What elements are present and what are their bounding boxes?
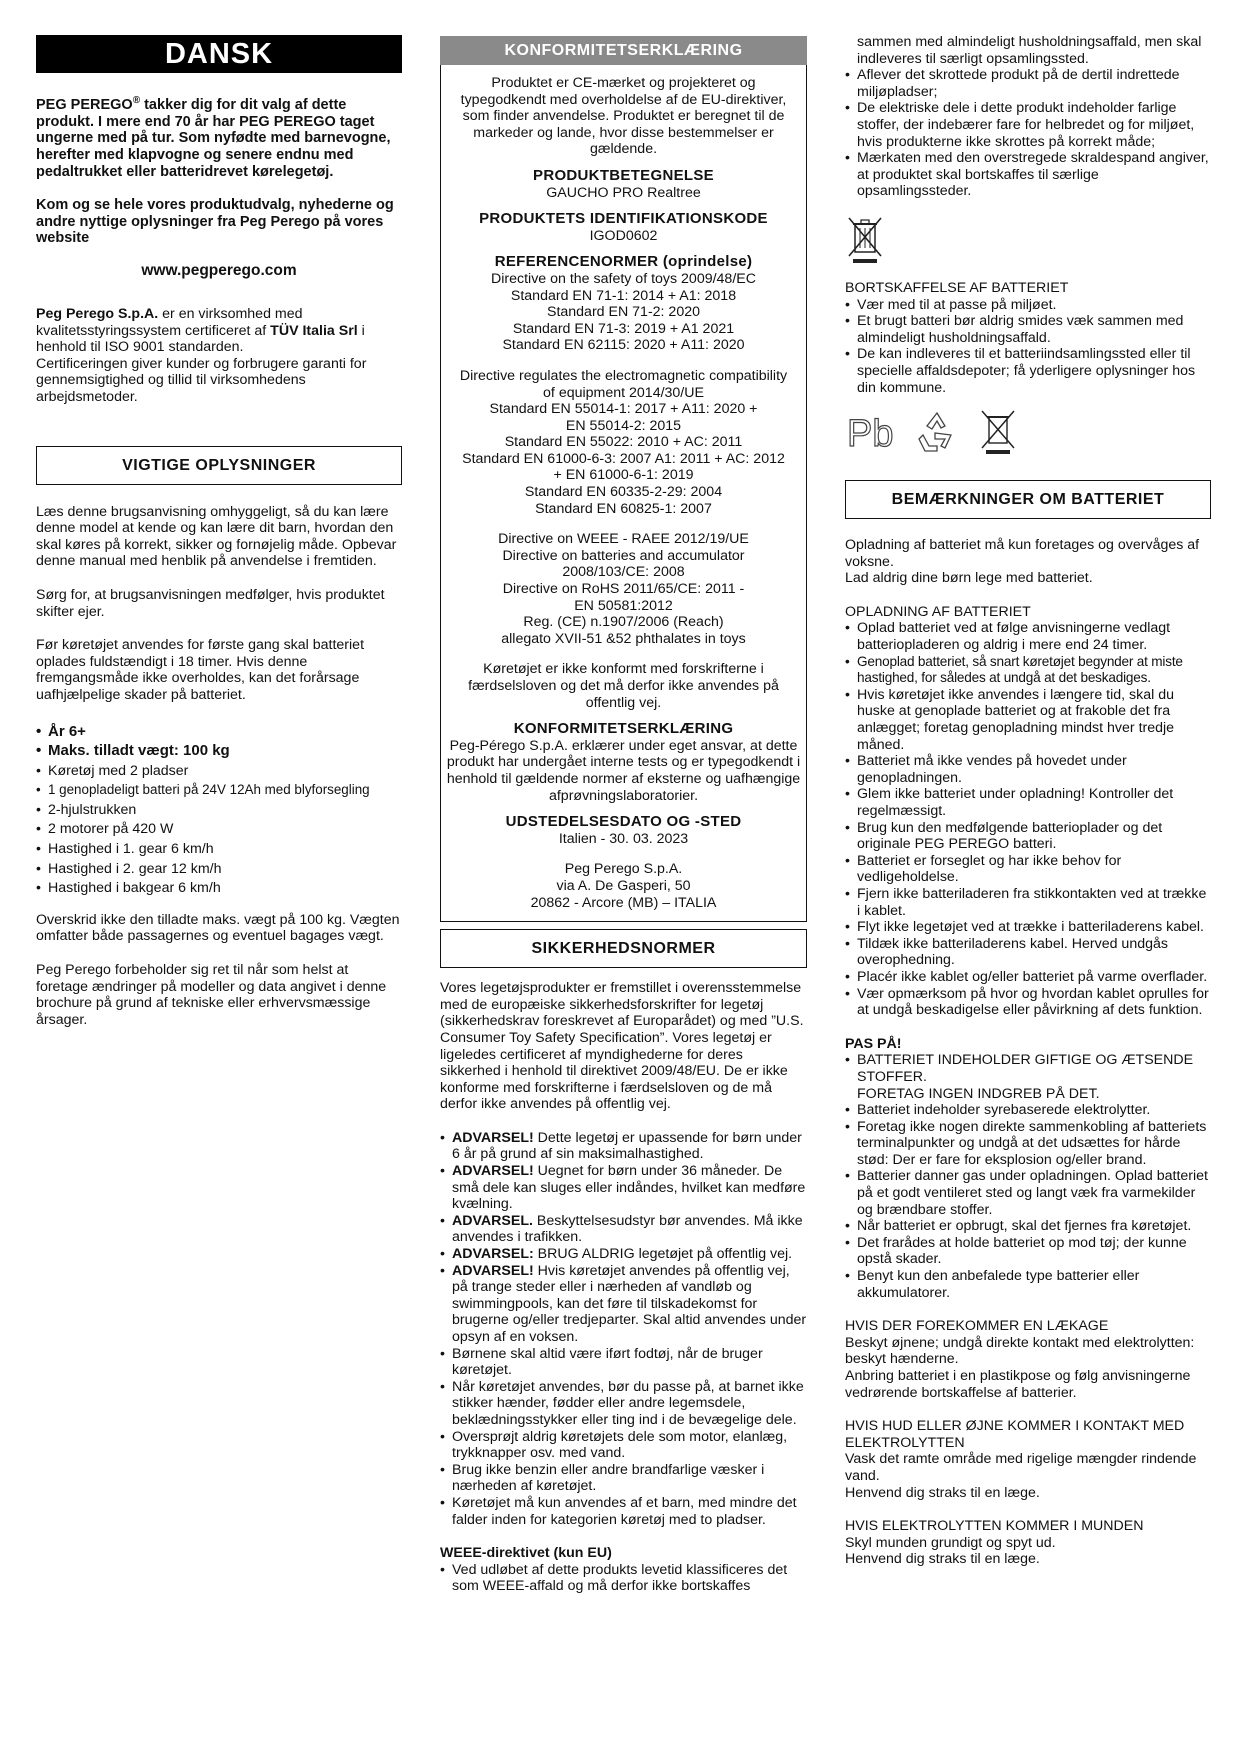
spec-item: • Hastighed i 2. gear 12 km/h <box>36 861 402 878</box>
emc-line: + EN 61000-6-1: 2019 <box>553 467 694 484</box>
column-middle <box>440 36 807 1595</box>
emc-line: Standard EN 55014-1: 2017 + A11: 2020 + <box>489 401 758 418</box>
battery-disposal-item: • Vær med til at passe på miljøet. <box>845 297 1211 314</box>
conformity-heading: KONFORMITETSERKLÆRING <box>440 36 807 65</box>
leak-heading: HVIS DER FOREKOMMER EN LÆKAGE <box>845 1318 1109 1335</box>
charging-list <box>845 620 1211 1018</box>
weee-line: Directive on RoHS 2011/65/CE: 2011 - <box>502 581 745 598</box>
address-line: Peg Perego S.p.A. <box>564 861 683 878</box>
warning-item: • ADVARSEL! Dette legetøj er upassende for børn under 6 år på grund af sin maksimalhastighed. <box>440 1130 807 1163</box>
charging-item: • Batteriet må ikke vendes på hovedet under genopladningen. <box>845 753 1211 786</box>
reference-line: Standard EN 71-2: 2020 <box>546 304 700 321</box>
warning-item: • Børnene skal altid være iført fodtøj, når de bruger køretøjet. <box>440 1346 807 1379</box>
weee-line: allegato XVII-51 &52 phthalates in toys <box>501 630 746 647</box>
spec-list <box>36 724 402 897</box>
company-text-1: er en virksomhed med kvalitetsstyringssystem certificeret af <box>36 306 303 339</box>
spec-item: • Hastighed i bakgear 6 km/h <box>36 880 402 897</box>
mouth-heading: HVIS ELEKTROLYTTEN KOMMER I MUNDEN <box>845 1518 1144 1535</box>
warning-item: • Brug ikke benzin eller andre brandfarlige væsker i nærheden af køretøjet. <box>440 1462 807 1495</box>
mouth-line: Henvend dig straks til en læge. <box>845 1551 1040 1568</box>
spec-item: • 2-hjulstrukken <box>36 802 402 819</box>
caution-heading: PAS PÅ! <box>845 1035 902 1052</box>
weee-line: 2008/103/CE: 2008 <box>562 564 685 581</box>
safety-intro: Vores legetøjsprodukter er fremstillet i overensstemmelse med de europæiske sikkerhedsforskrifter for legetøj (sikkerhedskrav foreskrevet af Europarådet) og med ”U.S. Consumer Toy Safety Specification”. Vores legetøj er ligeledes certificeret af myndighederne for deres sikkerhed i henhold til direktivet 2009/48/EU. De er ikke konforme med forskrifterne i færdselsloven og de må derfor ikke anvendes på offentlig vej. <box>440 980 804 1113</box>
battery-notes-heading: BEMÆRKNINGER OM BATTERIET <box>845 480 1211 519</box>
battery-disposal-item: • De kan indleveres til et batteriindsamlingssted eller til specielle affaldsdepoter; få yderligere oplysninger hos din kommune. <box>845 346 1211 396</box>
warning-item: • ADVARSEL: BRUG ALDRIG legetøjet på offentlig vej. <box>440 1246 807 1263</box>
emc-line: Directive regulates the electromagnetic compatibility <box>459 367 788 384</box>
company-text-2: i henhold til ISO 9001 standarden. <box>36 322 365 356</box>
weee-item: • De elektriske dele i dette produkt indeholder farlige stoffer, der indebærer fare for helbredet og for miljøet, hvis produkterne ikke skrottes på korrekt måde; <box>845 100 1211 150</box>
paragraph-charge: Før køretøjet anvendes for første gang skal batteriet oplades fuldstændigt i 18 timer. Hvis denne fremgangsmåde ikke overholdes, kan det forårsage uafhjælpelige skader på batteriet. <box>36 637 365 703</box>
visit-text: Kom og se hele vores produktudvalg, nyhederne og andre nyttige oplysninger fra Peg Perego på vores website <box>36 196 394 247</box>
conformity-intro: Produktet er CE-mærket og projekteret og typegodkendt med overholdelse af de EU-direktiver, som finder anvendelse. Produktet er beregnet til de markeder og lande, hvor disse bestemmelser er gældende. <box>460 75 787 158</box>
warning-item: • ADVARSEL! Uegnet for børn under 36 måneder. De små dele kan sluges eller indåndes, hvilket kan medføre kvælning. <box>440 1163 807 1213</box>
charging-item: • Hvis køretøjet ikke anvendes i længere tid, skal du huske at genoplade batteriet og at frakoble det fra anlægget; foretag genopladning mindst hver tredje måned. <box>845 687 1211 753</box>
leak-line: Beskyt øjnene; undgå direkte kontakt med elektrolytten: beskyt hænderne. <box>845 1334 1195 1368</box>
caution-item: • Når batteriet er opbrugt, skal det fjernes fra køretøjet. <box>845 1218 1211 1235</box>
weee-continued: sammen med almindeligt husholdningsaffald, men skal indleveres til særligt opsamlingssted. <box>857 34 1202 67</box>
charging-item: • Genoplad batteriet, så snart køretøjet begynder at miste hastighed, for således at undgå at det beskadiges. <box>845 654 1211 687</box>
caution-item: • Det frarådes at holde batteriet op mod tøj; der kunne opstå skader. <box>845 1235 1211 1268</box>
important-heading: VIGTIGE OPLYSNINGER <box>36 446 402 485</box>
caution-item: • BATTERIET INDEHOLDER GIFTIGE OG ÆTSENDE STOFFER. FORETAG INGEN INDGREB PÅ DET. <box>845 1052 1211 1102</box>
battery-symbols <box>845 408 1211 454</box>
address-line: 20862 - Arcore (MB) – ITALIA <box>530 894 717 911</box>
skin-heading: HVIS HUD ELLER ØJNE KOMMER I KONTAKT MED ELEKTROLYTTEN <box>845 1418 1185 1451</box>
weee-item: • Ved udløbet af dette produkts levetid klassificeres det som WEEE-affald og må derfor ikke bortskaffes <box>440 1562 807 1595</box>
weee-list-continued <box>845 67 1211 200</box>
charging-heading: OPLADNING AF BATTERIET <box>845 603 1031 620</box>
leak-line: Anbring batteriet i en plastikpose og følg anvisningerne vedrørende bortskaffelse af batterier. <box>845 1368 1191 1401</box>
charging-item: • Flyt ikke legetøjet ved at trække i batteriladerens kabel. <box>845 919 1211 936</box>
column-left <box>36 35 402 1028</box>
company-name: Peg Perego S.p.A. <box>36 306 159 322</box>
spec-item: • År 6+ <box>36 724 402 741</box>
declaration-text: Peg-Pérego S.p.A. erklærer under eget ansvar, at dette produkt har undergået interne tests og er typegodkendt i henhold til gældende normer af eksterne og uafhængige afprøvningslaboratorier. <box>446 737 801 804</box>
date-heading: UDSTEDELSESDATO OG -STED <box>505 813 742 831</box>
spec-item: • Hastighed i 1. gear 6 km/h <box>36 841 402 858</box>
emc-line: of equipment 2014/30/UE <box>543 384 704 401</box>
recycle-icon <box>915 409 959 453</box>
product-name-heading: PRODUKTBETEGNELSE <box>533 166 714 184</box>
weee-heading: WEEE-direktivet (kun EU) <box>440 1545 612 1562</box>
language-title: DANSK <box>36 35 402 73</box>
caution-item: • Batterier danner gas under opladningen. Oplad batteriet på et godt ventileret sted og langt væk fra varmekilder og brændbare stoffer. <box>845 1168 1211 1218</box>
skin-line: Vask det ramte område med rigelige mængder rindende vand. <box>845 1451 1197 1484</box>
warning-item: • ADVARSEL. Beskyttelsesudstyr bør anvendes. Må ikke anvendes i trafikken. <box>440 1213 807 1246</box>
product-id: IGOD0602 <box>589 227 658 244</box>
weee-list <box>440 1562 807 1595</box>
battery-disposal-heading: BORTSKAFFELSE AF BATTERIET <box>845 279 1069 296</box>
crossed-bin-small-icon <box>979 408 1017 454</box>
spec-item: • Køretøj med 2 pladser <box>36 763 402 780</box>
conformity-box <box>440 65 807 922</box>
charging-item: • Batteriet er forseglet og har ikke behov for vedligeholdelse. <box>845 853 1211 886</box>
reference-line: Standard EN 62115: 2020 + A11: 2020 <box>502 337 745 354</box>
brand-name: PEG PEREGO <box>36 96 133 113</box>
issue-date: Italien - 30. 03. 2023 <box>558 830 689 847</box>
emc-line: Standard EN 60335-2-29: 2004 <box>524 484 723 501</box>
product-id-heading: PRODUKTETS IDENTIFIKATIONSKODE <box>479 210 768 228</box>
registered-mark: ® <box>132 95 141 106</box>
battery-note-2: Lad aldrig dine børn lege med batteriet. <box>845 570 1093 587</box>
tuv-name: TÜV Italia Srl <box>270 322 358 339</box>
certification-text: Certificeringen giver kunder og forbrugere garanti for gennemsigtighed og tillid til virksomhedens arbejdsmetoder. <box>36 355 367 405</box>
spec-item: • 1 genopladeligt batteri på 24V 12Ah med blyforsegling <box>36 782 402 799</box>
mouth-line: Skyl munden grundigt og spyt ud. <box>845 1534 1056 1551</box>
intro-text <box>36 93 402 181</box>
warning-item: • Oversprøjt aldrig køretøjets dele som motor, elanlæg, trykknapper osv. med vand. <box>440 1429 807 1462</box>
reference-line: Standard EN 71-1: 2014 + A1: 2018 <box>510 287 737 304</box>
paragraph-owner: Sørg for, at brugsanvisningen medfølger, hvis produktet skifter ejer. <box>36 586 385 620</box>
reference-line: Standard EN 71-3: 2019 + A1 2021 <box>512 320 735 337</box>
warning-item: • Når køretøjet anvendes, bør du passe på, at barnet ikke stikker hænder, fødder eller andre legemsdele, beklædningsstykker eller ting ind i de bevægelige dele. <box>440 1379 807 1429</box>
address-line: via A. De Gasperi, 50 <box>556 877 691 894</box>
declaration-heading: KONFORMITETSERKLÆRING <box>513 720 734 738</box>
skin-line: Henvend dig straks til en læge. <box>845 1484 1040 1501</box>
weee-line: Reg. (CE) n.1907/2006 (Reach) <box>523 614 724 631</box>
battery-disposal-item: • Et brugt batteri bør aldrig smides væk sammen med almindeligt husholdningsaffald. <box>845 313 1211 346</box>
emc-line: Standard EN 60825-1: 2007 <box>535 500 712 517</box>
weee-line: Directive on batteries and accumulator <box>502 547 745 564</box>
charging-item: • Tildæk ikke batteriladerens kabel. Herved undgås overophedning. <box>845 936 1211 969</box>
charging-item: • Fjern ikke batteriladeren fra stikkontakten ved at trække i kablet. <box>845 886 1211 919</box>
pb-label: Pb <box>847 413 894 455</box>
paragraph-reserve: Peg Perego forbeholder sig ret til når som helst at foretage ændringer på modeller og data angivet i denne brochure på grund af tekniske eller erhvervsmæssige årsager. <box>36 962 387 1028</box>
emc-line: Standard EN 55022: 2010 + AC: 2011 <box>504 434 743 451</box>
company-text <box>36 306 402 356</box>
charging-item: • Placér ikke kablet og/eller batteriet på varme overflader. <box>845 969 1211 986</box>
caution-item: • Benyt kun den anbefalede type batterier eller akkumulatorer. <box>845 1268 1211 1301</box>
spec-item: • Maks. tilladt vægt: 100 kg <box>36 743 402 760</box>
road-note: Køretøjet er ikke konformt med forskrifterne i færdselsloven og det må derfor ikke anvendes på offentlig vej. <box>468 661 779 711</box>
paragraph-max-weight: Overskrid ikke den tilladte maks. vægt på 100 kg. Vægten omfatter både passagernes og eventuel bagages vægt. <box>36 911 400 945</box>
lead-pb-icon <box>845 408 895 454</box>
emc-line: Standard EN 61000-6-3: 2007 A1: 2011 + AC: 2012 <box>462 450 785 467</box>
charging-item: • Glem ikke batteriet under opladning! Kontroller det regelmæssigt. <box>845 786 1211 819</box>
weee-line: EN 50581:2012 <box>574 597 673 614</box>
intro-rest: takker dig for dit valg af dette produkt. I mere end 70 år har PEG PEREGO taget ungerne med på tur. Som nyfødte med barnevogne, herefter med klapvogne og senere endnu med pedaltrukket eller batteridrevet kørelegetøj. <box>36 96 391 181</box>
warning-list <box>440 1130 807 1528</box>
caution-list <box>845 1052 1211 1301</box>
reference-line: Directive on the safety of toys 2009/48/EC <box>491 270 756 287</box>
website-link[interactable]: www.pegperego.com <box>141 262 297 280</box>
product-name: GAUCHO PRO Realtree <box>546 184 701 201</box>
emc-line: EN 55014-2: 2015 <box>565 417 682 434</box>
safety-heading: SIKKERHEDSNORMER <box>440 929 807 968</box>
spec-item: • 2 motorer på 420 W <box>36 821 402 838</box>
weee-line: Directive on WEEE - RAEE 2012/19/UE <box>498 531 749 548</box>
column-right <box>845 34 1211 1568</box>
battery-note-1: Opladning af batteriet må kun foretages og overvåges af voksne. <box>845 537 1200 570</box>
paragraph-read-manual: Læs denne brugsanvisning omhyggeligt, så du kan lære denne model at kende og kan lære dit barn, hvordan den skal køres på korrekt, sikker og fornøjelig måde. Opbevar denne manual med henblik på anvendelse i fremtiden. <box>36 503 397 570</box>
weee-item: • Aflever det skrottede produkt på de dertil indrettede miljøpladser; <box>845 67 1211 100</box>
charging-item: • Brug kun den medfølgende batterioplader og det originale PEG PEREGO batteri. <box>845 820 1211 853</box>
warning-item: • ADVARSEL! Hvis køretøjet anvendes på offentlig vej, på trange steder eller i nærheden af vandløb og swimmingpools, kan det føre til tilskadekomst for brugerne og/eller tredjeparter. Skal altid anvendes under opsyn af en voksen. <box>440 1263 807 1346</box>
charging-item: • Oplad batteriet ved at følge anvisningerne vedlagt batteriopladeren og aldrig i mere end 24 timer. <box>845 620 1211 653</box>
caution-item: • Batteriet indeholder syrebaserede elektrolytter. <box>845 1102 1211 1119</box>
caution-item: • Foretag ikke nogen direkte sammenkobling af batteriets terminalpunkter og undgå at det udsættes for hårde stød: Der er fare for eksplosion og/eller brand. <box>845 1119 1211 1169</box>
warning-item: • Køretøjet må kun anvendes af et barn, med mindre det falder inden for kategorien køretøj med to pladser. <box>440 1495 807 1528</box>
weee-item: • Mærkaten med den overstregede skraldespand angiver, at produktet skal bortskaffes til særlige opsamlingssteder. <box>845 150 1211 200</box>
reference-heading: REFERENCENORMER (oprindelse) <box>494 253 753 271</box>
crossed-bin-icon <box>845 214 885 264</box>
battery-disposal-list <box>845 297 1211 397</box>
charging-item: • Vær opmærksom på hvor og hvordan kablet oprulles for at undgå beskadigelse eller påvirkning af dets funktion. <box>845 986 1211 1019</box>
